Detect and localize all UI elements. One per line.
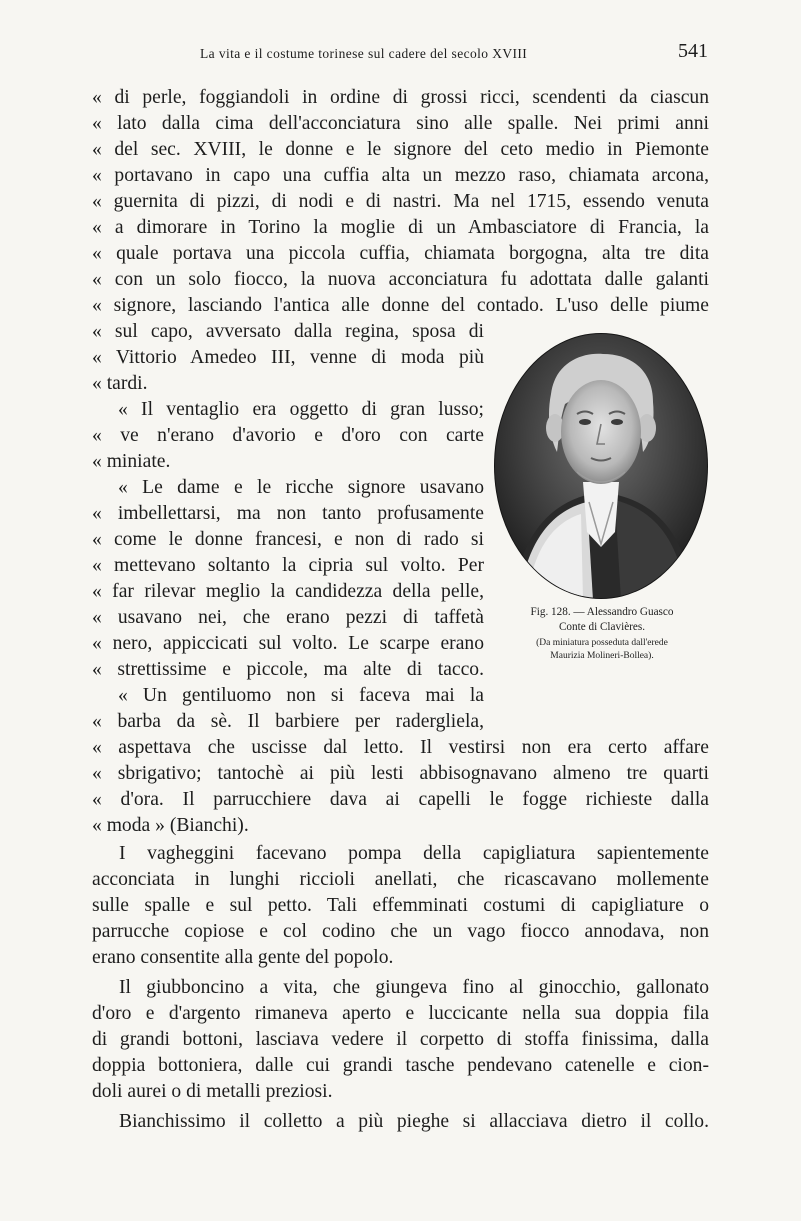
text-line: « con un solo fiocco, la nuova acconciatura fu adottata dalle galanti <box>92 269 709 290</box>
text-line: parrucche copiose e col codino che un vago fiocco annodava, non <box>92 921 709 942</box>
text-line: « tardi. <box>92 373 148 394</box>
text-line: Bianchissimo il colletto a più pieghe si allacciava dietro il collo. <box>119 1111 709 1132</box>
text-line: « moda » (Bianchi). <box>92 815 249 836</box>
text-line: d'oro e d'argento rimaneva aperto e luccicante nella sua doppia fila <box>92 1003 709 1024</box>
running-title: La vita e il costume torinese sul cadere del secolo XVIII <box>200 46 528 61</box>
text-line: « d'ora. Il parrucchiere dava ai capelli le fogge richieste dalla <box>92 789 709 810</box>
text-line: « strettissime e piccole, ma alte di tacco. <box>92 659 484 680</box>
text-line: doppia bottoniera, dalle cui grandi tasche pendevano catenelle e cion- <box>92 1055 709 1076</box>
text-line: doli aurei o di metalli preziosi. <box>92 1081 333 1102</box>
text-line: « Le dame e le ricche signore usavano <box>118 477 484 498</box>
portrait-miniature-image <box>493 332 709 600</box>
text-line: erano consentite alla gente del popolo. <box>92 947 394 968</box>
text-line: « sbrigativo; tantochè ai più lesti abbisognavano almeno tre quarti <box>92 763 709 784</box>
text-line: « Il ventaglio era oggetto di gran lusso; <box>118 399 484 420</box>
portrait-figure <box>493 332 709 600</box>
page-header <box>118 40 710 66</box>
text-line: « a dimorare in Torino la moglie di un Ambasciatore di Francia, la <box>92 217 709 238</box>
caption-title: Fig. 128. — Alessandro Guasco <box>530 606 674 618</box>
text-line: « Vittorio Amedeo III, venne di moda più <box>92 347 484 368</box>
text-line: Il giubboncino a vita, che giungeva fino al ginocchio, gallonato <box>119 977 709 998</box>
figure-caption <box>496 605 708 663</box>
text-line: « lato dalla cima dell'acconciatura sino alle spalle. Nei primi anni <box>92 113 709 134</box>
caption-subtitle: Conte di Clavières. <box>558 620 646 633</box>
text-line: « del sec. XVIII, le donne e le signore del ceto medio in Piemonte <box>92 139 709 160</box>
text-line: acconciata in lunghi riccioli anellati, che ricascavano mollemente <box>92 869 709 890</box>
page-number: 541 <box>678 40 708 62</box>
text-line: « far rilevar meglio la candidezza della pelle, <box>92 581 484 602</box>
text-line: di grandi bottoni, lasciava vedere il corpetto di stoffa finissima, dalla <box>92 1029 709 1050</box>
caption-note-line: Maurizia Molineri-Bollea). <box>550 651 654 661</box>
caption-note <box>496 637 708 663</box>
text-line: « signore, lasciando l'antica alle donne del contado. L'uso delle piume <box>92 295 709 316</box>
text-line: « mettevano soltanto la cipria sul volto. Per <box>92 555 484 576</box>
text-line: « usavano nei, che erano pezzi di taffetà <box>92 607 484 628</box>
text-line: « sul capo, avversato dalla regina, sposa di <box>92 321 484 342</box>
text-line: « quale portava una piccola cuffia, chiamata borgogna, alta tre dita <box>92 243 709 264</box>
text-line: « Un gentiluomo non si faceva mai la <box>118 685 484 706</box>
text-line: « barba da sè. Il barbiere per radergliela, <box>92 711 484 732</box>
text-line: sulle spalle e sul petto. Tali effemminati costumi di capigliature o <box>92 895 709 916</box>
text-line: « come le donne francesi, e non di rado si <box>92 529 484 550</box>
caption-note-line: (Da miniatura posseduta dall'erede <box>536 638 668 648</box>
text-line: « nero, appiccicati sul volto. Le scarpe erano <box>92 633 484 654</box>
text-line: I vagheggini facevano pompa della capigliatura sapientemente <box>119 843 709 864</box>
text-line: « imbellettarsi, ma non tanto profusamente <box>92 503 484 524</box>
text-line: « portavano in capo una cuffia alta un mezzo raso, chiamata arcona, <box>92 165 709 186</box>
text-line: « di perle, foggiandoli in ordine di grossi ricci, scendenti da ciascun <box>92 87 709 108</box>
text-line: « guernita di pizzi, di nodi e di nastri. Ma nel 1715, essendo venuta <box>92 191 709 212</box>
text-line: « ve n'erano d'avorio e d'oro con carte <box>92 425 484 446</box>
text-line: « aspettava che uscisse dal letto. Il vestirsi non era certo affare <box>92 737 709 758</box>
text-line: « miniate. <box>92 451 171 472</box>
